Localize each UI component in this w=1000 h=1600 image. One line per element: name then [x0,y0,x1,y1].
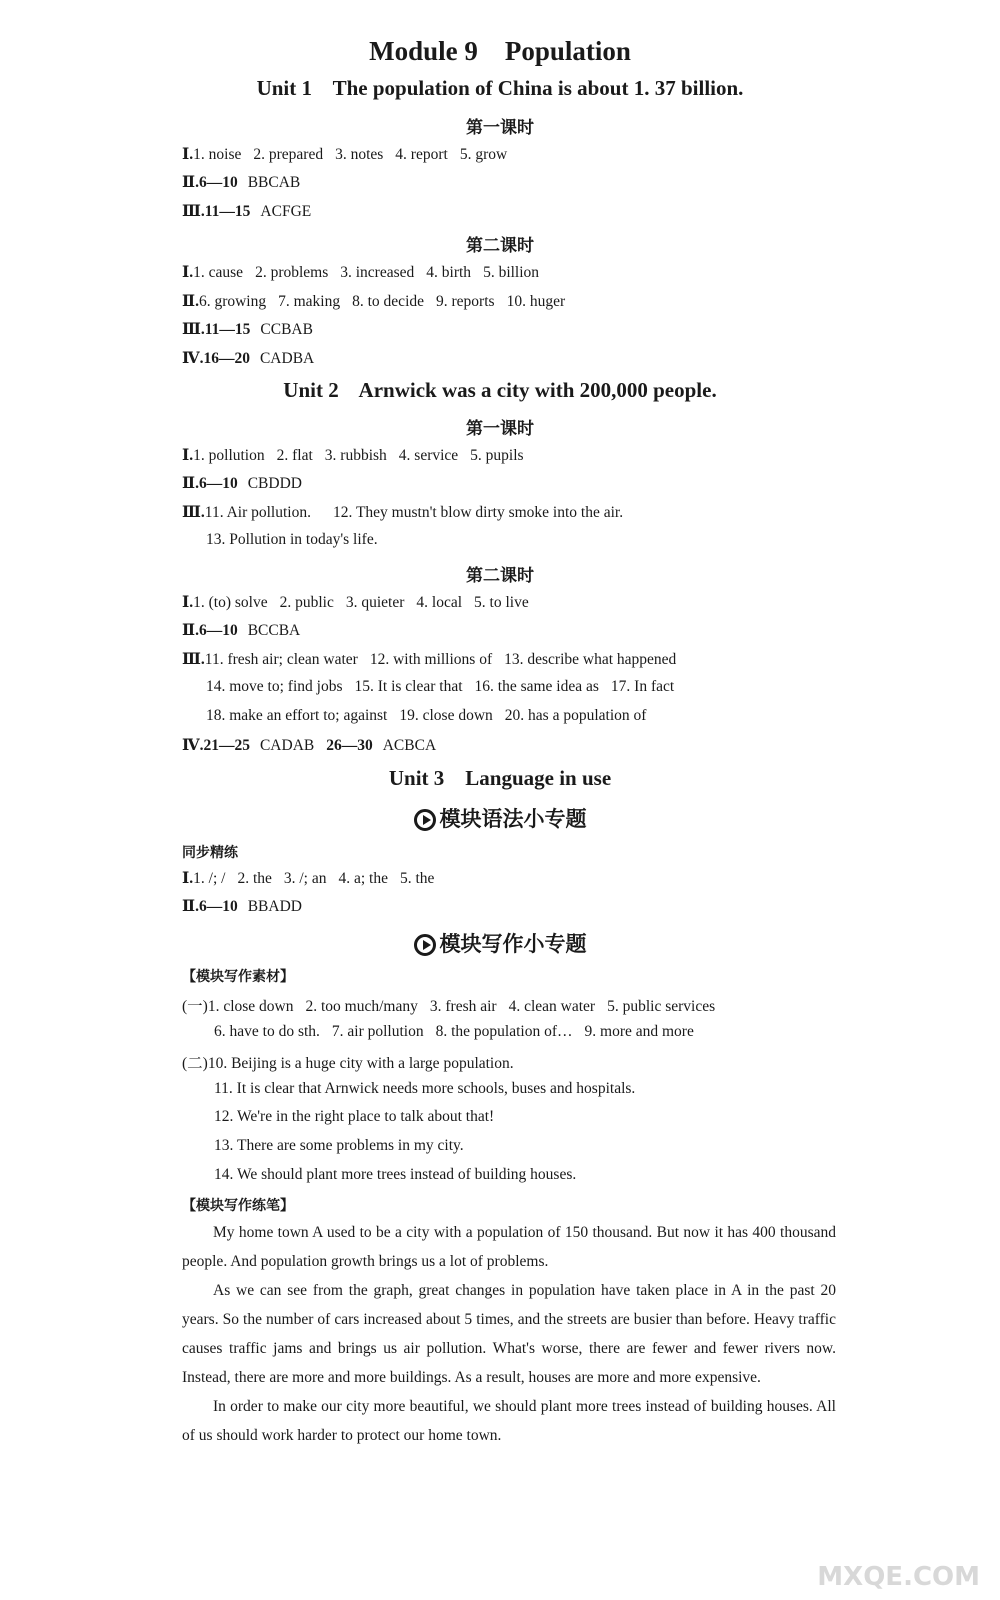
answer-line: 14. We should plant more trees instead of building houses. [214,1166,577,1183]
answer-line: 13. Pollution in today's life. [206,531,378,548]
answer-line: Ⅱ.6—10 CBDDD [182,475,302,492]
writing-section-title: 模块写作小专题 [0,928,1000,958]
answer-line: Ⅳ.21—25 CADAB 26—30 ACBCA [182,737,437,754]
answer-line: Ⅲ.11—15 ACFGE [182,203,312,220]
answer-line: Ⅰ.1. noise 2. prepared 3. notes 4. report 5. grow [182,146,508,163]
answer-line: Ⅰ.1. /; / 2. the 3. /; an 4. a; the 5. the [182,870,435,887]
unit1-title: Unit 1 The population of China is about 1. 37 billion. [256,76,744,100]
writing-material-label: 【模块写作素材】 [182,969,294,985]
answer-line: Ⅱ.6—10 BBCAB [182,174,301,191]
play-circle-icon [414,934,436,956]
unit3-title: Unit 3 Language in use [388,766,612,790]
essay-paragraph: My home town A used to be a city with a population of 150 thousand. But now it has 400 thousand people. And population growth brings us a lot of problems. [182,1224,836,1270]
answer-line: 11. It is clear that Arnwick needs more schools, buses and hospitals. [214,1080,636,1097]
answer-line: Ⅱ.6—10 BBADD [182,898,302,915]
answer-line: Ⅲ.11. Air pollution. 12. They mustn't blow dirty smoke into the air. [182,504,624,521]
answer-line: 18. make an effort to; against 19. close down 20. has a population of [206,707,647,724]
answer-line: Ⅰ.1. (to) solve 2. public 3. quieter 4. local 5. to live [182,594,529,611]
answer-line: Ⅳ.16—20 CADBA [182,350,315,367]
essay-paragraph: As we can see from the graph, great changes in population have taken place in A in the past 20 years. So the number of cars increased about 5 times, and the streets are busier than before. Heavy traffic causes traffic jams and brings us air pollution. What's worse, there are fewer and fewer rivers now. Instead, there are more and more buildings. As a result, houses are more and more expensive. [182,1282,836,1386]
answer-line: Ⅱ.6. growing 7. making 8. to decide 9. reports 10. huger [182,293,566,310]
answer-line: 13. There are some problems in my city. [214,1137,464,1154]
answer-line: Ⅲ.11. fresh air; clean water 12. with millions of 13. describe what happened [182,651,677,668]
sync-practice-label: 同步精练 [182,845,238,861]
answer-line: Ⅲ.11—15 CCBAB [182,321,313,338]
answer-line: 14. move to; find jobs 15. It is clear that 16. the same idea as 17. In fact [206,678,675,695]
grammar-section-title: 模块语法小专题 [0,803,1000,833]
unit2-title: Unit 2 Arnwick was a city with 200,000 people. [283,378,717,402]
module-title: Module 9 Population [369,36,631,66]
essay-paragraph: In order to make our city more beautiful, we should plant more trees instead of building houses. All of us should work harder to protect our home town. [182,1398,836,1444]
watermark: MXQE.COM [817,1562,980,1592]
unit1-lesson1-title: 第一课时 [466,118,534,138]
answer-line: Ⅰ.1. pollution 2. flat 3. rubbish 4. service 5. pupils [182,447,524,464]
answer-line: Ⅰ.1. cause 2. problems 3. increased 4. birth 5. billion [182,264,540,281]
answer-line: (二)10. Beijing is a huge city with a large population. [182,1055,514,1072]
unit1-lesson2-title: 第二课时 [466,236,534,256]
answer-line: 12. We're in the right place to talk about that! [214,1108,495,1125]
unit2-lesson1-title: 第一课时 [466,419,534,439]
sample-essay [182,1218,836,1450]
play-circle-icon [414,809,436,831]
writing-practice-label: 【模块写作练笔】 [182,1198,294,1214]
unit2-lesson2-title: 第二课时 [466,566,534,586]
answer-line: 6. have to do sth. 7. air pollution 8. the population of… 9. more and more [214,1023,694,1040]
answer-line: Ⅱ.6—10 BCCBA [182,622,301,639]
answer-line: (一)1. close down 2. too much/many 3. fresh air 4. clean water 5. public services [182,998,716,1015]
